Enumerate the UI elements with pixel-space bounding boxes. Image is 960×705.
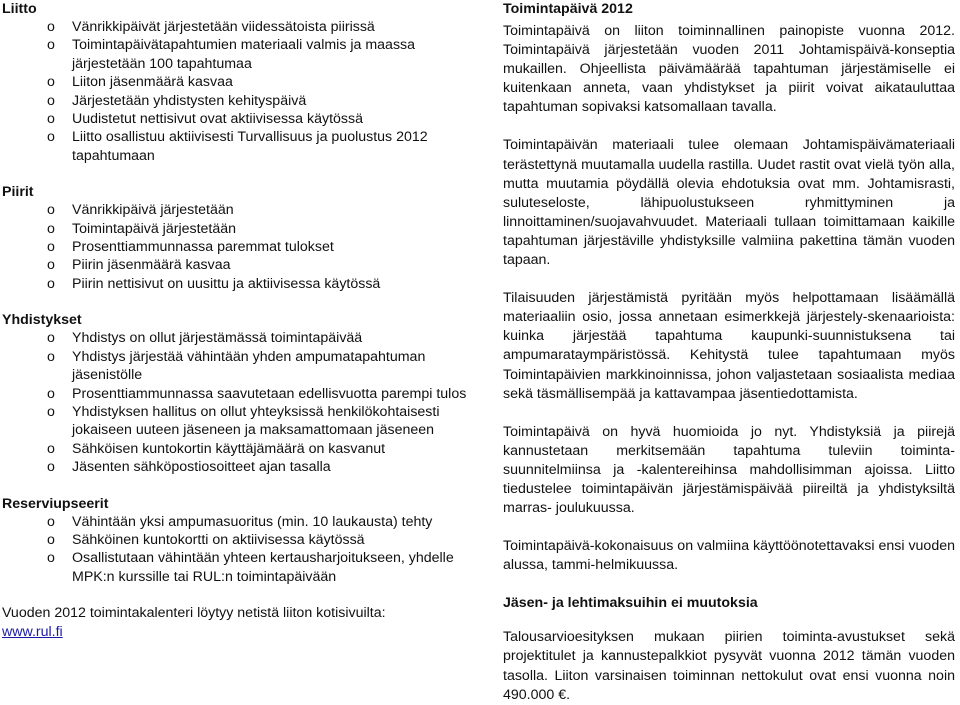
bullet-marker: o: [47, 129, 55, 146]
list-item: [2, 549, 467, 586]
bullet-marker: o: [47, 220, 55, 237]
left-column: [2, 0, 467, 641]
section-heading-liitto: Liitto: [2, 1, 37, 17]
list-item: [2, 73, 467, 91]
right-column: [503, 0, 955, 705]
list-item-text: Toimintapäivä järjestetään: [72, 220, 237, 237]
bullet-marker: o: [47, 513, 55, 530]
list-item-text: Sähköisen kuntokortin käyttäjämäärä on kasvanut: [72, 440, 386, 457]
list-item: [2, 403, 467, 440]
list-item-text: Jäsenten sähköpostiosoitteet ajan tasalla: [72, 459, 331, 476]
bullet-marker: o: [47, 74, 55, 91]
paragraph: Tilaisuuden järjestämistä pyritään myös helpottamaan lisäämällä materiaaliin osio, jossa annetaan esimerkkejä järjestely-skenaarioista: kuinka järjestää tapahtuma kaupunki-suunnistuksena tai ampumarataympäristössä. Kehitystä tulee tapahtumaan myös Toimintapäivien markkinoinnissa, johon valjastetaan sosiaalista mediaa sekä täsmällisempää ja kattavampaa jäsentiedottamista.: [503, 290, 955, 402]
list-item-text: Sähköinen kuntokortti on aktiivisessa käytössä: [72, 531, 365, 548]
toimintapaiva-paragraphs: [503, 22, 955, 594]
calendar-note: Vuoden 2012 toimintakalenteri löytyy netistä liiton kotisivuilta:: [2, 605, 386, 622]
list-item: [2, 531, 467, 549]
bullet-marker: o: [47, 348, 55, 365]
heading-jasenmaksut: Jäsen- ja lehtimaksuihin ei muutoksia: [503, 595, 758, 612]
section-heading-yhdistykset: Yhdistykset: [2, 312, 82, 329]
list-item: [2, 275, 467, 293]
list-item-text: Yhdistyksen hallitus on ollut yhteyksissä henkilökohtaisesti jokaiseen uuteen jäseneen ja maksamattomaan jäseneen: [72, 403, 440, 439]
list-item-text: Piirin nettisivut on uusittu ja aktiivisessa käytössä: [72, 275, 381, 292]
bullet-marker: o: [47, 459, 55, 476]
list-item-text: Järjestetään yhdistysten kehityspäivä: [72, 92, 307, 109]
section-heading-piirit: Piirit: [2, 184, 34, 201]
list-item: [2, 201, 467, 219]
list-item-text: Vähintään yksi ampumasuoritus (min. 10 laukausta) tehty: [72, 513, 433, 530]
paragraph: Toimintapäivä on liiton toiminnallinen painopiste vuonna 2012. Toimintapäivä järjestetään vuoden 2011 Johtamispäivä-konseptia mukaillen. Ohjeellista päivämäärää tapahtuman järjestämiselle ei kuitenkaan anneta, vaan yhdistykset ja piirit voivat aikatauluttaa tapahtuman sopivaksi katsomallaan tavalla.: [503, 23, 955, 116]
bullet-marker: o: [47, 239, 55, 256]
list-item: [2, 110, 467, 128]
list-item-text: Yhdistys järjestää vähintään yhden ampumatapahtuman jäsenistölle: [72, 348, 426, 384]
bullet-marker: o: [47, 92, 55, 109]
list-item-text: Piirin jäsenmäärä kasvaa: [72, 257, 231, 274]
bullet-marker: o: [47, 202, 55, 219]
bullet-marker: o: [47, 111, 55, 128]
list-item-text: Prosenttiammunnassa saavutetaan edellisvuotta parempi tulos: [72, 385, 467, 402]
list-item-text: Prosenttiammunnassa paremmat tulokset: [72, 239, 334, 256]
list-item-text: Vänrikkipäivät järjestetään viidessätoista piirissä: [72, 19, 375, 35]
paragraph: Toimintapäivä-kokonaisuus on valmiina käyttöönotettavaksi ensi vuoden alussa, tammi-helmikuussa.: [503, 538, 955, 574]
bullet-marker: o: [47, 440, 55, 457]
list-item: [2, 18, 467, 36]
list-item: [2, 329, 467, 347]
list-item-text: Vänrikkipäivä järjestetään: [72, 202, 234, 219]
list-item-text: Liitto osallistuu aktiivisesti Turvallisuus ja puolustus 2012 tapahtumaan: [72, 129, 428, 164]
bullet-marker: o: [47, 257, 55, 274]
list-item: [2, 36, 467, 73]
website-link[interactable]: www.rul.fi: [2, 623, 63, 640]
list-item: [2, 440, 467, 458]
list-item: [2, 220, 467, 238]
reserviupseerit-bullet-list: [2, 513, 467, 587]
list-item: [2, 513, 467, 531]
list-item: [2, 238, 467, 256]
paragraph: Toimintapäivä on hyvä huomioida jo nyt. Yhdistyksiä ja piirejä kannustetaan merkitsemään tapahtuma tuleviin toiminta-suunnitelmiinsa ja -kalentereihinsa mahdollisimman ajoissa. Liitto tiedustelee toimintapäivän järjestämispäivää piireiltä ja yhdistyksiltä marras- joulukuussa.: [503, 423, 955, 517]
list-item-text: Liiton jäsenmäärä kasvaa: [72, 74, 233, 91]
list-item: [2, 128, 467, 165]
liitto-bullet-list: [2, 18, 467, 165]
bullet-marker: o: [47, 531, 55, 548]
bullet-marker: o: [47, 550, 55, 567]
list-item: [2, 458, 467, 476]
piirit-bullet-list: [2, 201, 467, 293]
yhdistykset-bullet-list: [2, 329, 467, 476]
bullet-marker: o: [47, 37, 55, 54]
bullet-marker: o: [47, 19, 55, 35]
list-item: [2, 348, 467, 385]
list-item-text: Uudistetut nettisivut ovat aktiivisessa käytössä: [72, 111, 363, 128]
bullet-marker: o: [47, 403, 55, 420]
heading-toimintapaiva-2012: Toimintapäivä 2012: [503, 1, 633, 17]
bullet-marker: o: [47, 275, 55, 292]
list-item-text: Yhdistys on ollut järjestämässä toimintapäivää: [72, 330, 363, 347]
bullet-marker: o: [47, 385, 55, 402]
list-item-text: Toimintapäivätapahtumien materiaali valmis ja maassa järjestetään 100 tapahtumaa: [72, 37, 416, 72]
paragraph: Toimintapäivän materiaali tulee olemaan Johtamispäivämateriaali terästettynä muutamalla uudella rastilla. Uudet rastit ovat vielä työn alla, mutta muutamia pöydällä olevia ehdotuksia ovat mm. Johtamisrasti, suluteseloste, lähipuolustukseen ryhmittyminen ja linnoittaminen/suojavahvuudet. Materiaali tullaan toimittamaan kaikille tapahtuman järjestäville yhdistyksille valmiina pakettina tämän vuoden tapaan.: [503, 137, 955, 269]
list-item: [2, 256, 467, 274]
bullet-marker: o: [47, 330, 55, 347]
list-item-text: Osallistutaan vähintään yhteen kertausharjoitukseen, yhdelle MPK:n kurssille tai RUL:n toimintapäivään: [72, 550, 454, 585]
paragraph: Talousarvioesityksen mukaan piirien toiminta-avustukset sekä projektitulet ja kannustepalkkiot pysyvät vuonna 2012 tämän vuoden tasolla. Liiton varsinaisen toiminnan nettokulut ovat ensi vuonna noin 490.000 €.: [503, 629, 955, 703]
list-item: [2, 92, 467, 110]
list-item: [2, 385, 467, 403]
section-heading-reserviupseerit: Reserviupseerit: [2, 495, 109, 512]
